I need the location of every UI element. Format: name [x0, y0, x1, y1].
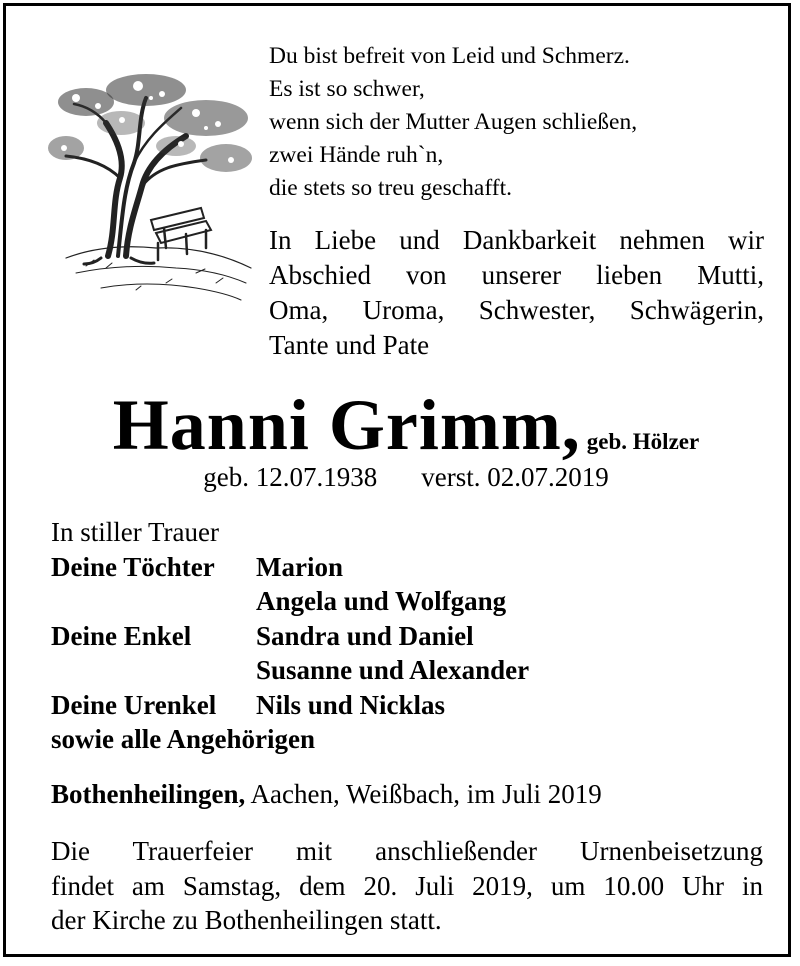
poem-line: wenn sich der Mutter Augen schließen, [269, 109, 638, 135]
poem-line: zwei Hände ruh`n, [269, 142, 444, 168]
farewell-line: Tante und Pate [269, 330, 430, 360]
mourners-heading: In stiller Trauer [51, 517, 219, 547]
mourner-names: Angela und Wolfgang [256, 586, 507, 616]
mourner-names: Susanne und Alexander [256, 655, 530, 685]
funeral-line: findet am Samstag, dem 20. Juli 2019, um 10.00 Uhr in [51, 870, 763, 901]
place-main: Bothenheilingen, [51, 779, 246, 809]
poem-line: Es ist so schwer, [269, 76, 425, 102]
deceased-name-row [6, 384, 800, 467]
poem-line: die stets so treu geschafft. [269, 175, 512, 201]
mourner-relation: Deine Urenkel [51, 689, 217, 720]
poem [269, 40, 769, 205]
funeral-line: Die Trauerfeier mit anschließender Urnenbeisetzung [51, 836, 763, 866]
mourner-relation: Deine Töchter [51, 551, 215, 582]
death-date: verst. 02.07.2019 [421, 462, 609, 492]
mourner-names: Marion [256, 551, 343, 582]
mourner-names: Nils und Nicklas [256, 689, 446, 720]
funeral-notice [51, 834, 763, 938]
tree-and-bench-illustration [46, 68, 256, 308]
life-dates [6, 462, 800, 493]
farewell-text [269, 223, 764, 363]
mourner-row [51, 550, 751, 585]
place-and-date [51, 779, 771, 810]
mourner-names: Sandra und Daniel [256, 620, 474, 651]
birth-date: geb. 12.07.1938 [203, 462, 378, 492]
poem-line: Du bist befreit von Leid und Schmerz. [269, 43, 630, 69]
farewell-line: Oma, Uroma, Schwester, Schwägerin, [269, 295, 764, 325]
mourner-row [51, 653, 751, 688]
obituary-frame [3, 3, 791, 957]
mourners-list [51, 515, 751, 757]
deceased-name: Hanni Grimm, [112, 385, 581, 465]
maiden-name: geb. Hölzer [586, 429, 700, 454]
funeral-line: der Kirche zu Bothenheilingen statt. [51, 905, 442, 935]
mourners-footer: sowie alle Angehörigen [51, 724, 315, 754]
mourner-row [51, 619, 751, 654]
place-rest: Aachen, Weißbach, im Juli 2019 [245, 779, 602, 809]
farewell-line: Abschied von unserer lieben Mutti, [269, 260, 764, 290]
mourner-relation [51, 584, 256, 619]
mourner-row [51, 584, 751, 619]
mourner-relation: Deine Enkel [51, 620, 192, 651]
mourner-row [51, 688, 751, 723]
mourner-relation [51, 653, 256, 688]
farewell-line: In Liebe und Dankbarkeit nehmen wir [269, 225, 764, 255]
